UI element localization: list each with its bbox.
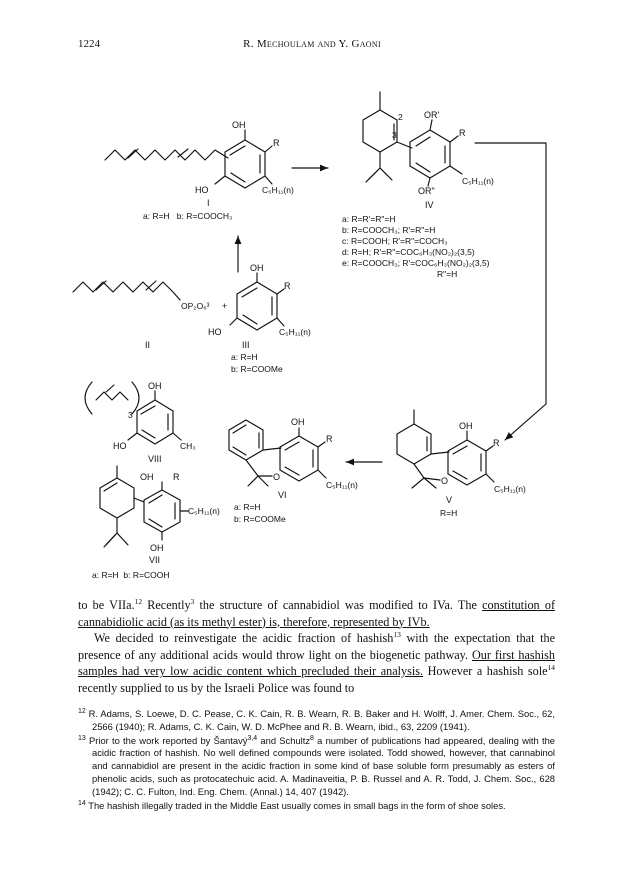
c4-variant-d: d: R=H; R'=R"=COC₆H₃(NO₂)₂(3,5): [342, 247, 475, 257]
c4-variant-c: c: R=COOH; R'=R"=COCH₃: [342, 236, 448, 246]
c4-pos3: 3: [392, 130, 397, 140]
c5-oh: OH: [459, 421, 473, 431]
c7-numeral: VII: [149, 555, 161, 565]
c4-variant-b: b: R=COOCH₃; R'=R"=H: [342, 225, 436, 235]
compound-v: [397, 410, 526, 518]
c4-pentyl: C₅H₁₁(n): [462, 176, 494, 186]
compound-vi: [229, 417, 358, 524]
c3-oh: OH: [250, 263, 264, 273]
c2-opp: OP₂O₆³: [181, 301, 210, 311]
c3-pentyl: C₅H₁₁(n): [279, 327, 311, 337]
footnote-14: [78, 800, 555, 813]
c5-variant: R=H: [440, 508, 458, 518]
c6-pentyl: C₅H₁₁(n): [326, 480, 358, 490]
c1-oh: OH: [232, 120, 246, 130]
c4-r: R: [459, 128, 466, 138]
c4-variant-e: e: R=COOCH₃; R'=COC₆H₃(NO₂)₂(3,5): [342, 258, 490, 268]
c6-numeral: VI: [278, 490, 287, 500]
c2-numeral: II: [145, 340, 151, 350]
c5-numeral: V: [446, 495, 453, 505]
footnotes: [78, 708, 555, 813]
p1-text-b: Recently: [142, 598, 191, 612]
p2-text-b: with the expectation: [400, 631, 511, 646]
c3-ho: HO: [208, 327, 222, 337]
c7-oh1: OH: [140, 472, 154, 482]
c4-or1: OR': [424, 110, 440, 120]
p1-ref-12: 12: [134, 596, 143, 606]
c4-pos2: 2: [398, 112, 403, 122]
p2-ref-14: 14: [547, 663, 556, 673]
p1-underlined: constitution of cannabidiolic acid (as its methyl ester) is, therefore, represented by IVb.: [78, 598, 556, 629]
c8-ho: HO: [113, 441, 127, 451]
paragraph-1: [78, 597, 555, 630]
c8-ch3: CH₃: [180, 441, 196, 451]
c6-variant-a: a: R=H: [234, 502, 261, 512]
c5-o: O: [441, 476, 449, 486]
compound-iv: [342, 92, 494, 279]
p2-text-a: We decided to reinvestigate the acidic fraction of hashish: [94, 631, 394, 646]
p2-underlined: Our first hashish samples had very low acidic content which precluded their analysis.: [78, 647, 555, 679]
p2-text-line2: that the presence of any additional acids would throw light on the biogenetic pathway.: [78, 631, 555, 662]
c1-r: R: [273, 138, 280, 148]
c1-ho: HO: [195, 185, 209, 195]
footnote-13-text-a: Prior to the work reported by Šantavý: [89, 734, 248, 746]
p2-text-c: However a hashish sole: [427, 664, 548, 679]
footnote-12-number: 12: [78, 707, 86, 715]
p2-text-d: recently supplied to us by the Israeli Police was found to: [78, 680, 355, 695]
footnote-13-text-c: a number of publications had appeared, dealing with the acidic fraction of hashish. No well defined compounds were isolated. Todd showed, however, that cannabinol and cannabidiol are present in the acidic fraction in some kind of base soluble form presumably as esters of phenolic acids, such as protocatechuic acid. A. Madinaveitia, P. B. Russel and A. R. Todd, J. Chem. Soc., 628 (1942); C. C. Fulton, Ind. Eng. Chem. (Annal.) 14, 407 (1942).: [92, 734, 555, 797]
c4-variant-a: a: R=R'=R"=H: [342, 214, 396, 224]
footnote-13-ref-b: 8: [310, 734, 314, 742]
c3-variant-b: b: R=COOMe: [231, 364, 283, 374]
c2-plus: +: [222, 301, 228, 311]
footnote-13-text-b: and Schultz: [257, 734, 311, 746]
running-title: R. Mechoulam and Y. Gaoni: [243, 38, 381, 50]
p1-ref-3: 3: [190, 596, 195, 606]
p2-ref-13: 13: [393, 630, 401, 640]
page-number: 1224: [78, 38, 100, 50]
c7-r: R: [173, 472, 180, 482]
footnote-13-ref-a: 3,4: [247, 734, 258, 742]
footnote-13: [78, 735, 555, 799]
c7-variants: a: R=H b: R=COOH: [92, 570, 170, 580]
c6-oh: OH: [291, 417, 305, 427]
footnote-14-number: 14: [78, 799, 86, 807]
p1-text-c: the structure of cannabidiol was modified to IVa. The: [194, 598, 477, 612]
c1-pentyl: C₅H₁₁(n): [262, 185, 294, 195]
c8-pos3: 3: [128, 410, 133, 420]
c5-pentyl: C₅H₁₁(n): [494, 484, 526, 494]
c6-o: O: [273, 472, 281, 482]
c4-variant-e2: R"=H: [437, 269, 458, 279]
footnote-12-text: R. Adams, S. Loewe, D. C. Pease, C. K. Cain, R. B. Wearn, R. B. Baker and H. Wolff, J. Amer. Chem. Soc., 62, 2566 (1940); R. Adams, C. K. Cain, W. D. McPhee and R. B. Wearn, ibid., 63, 2209 (1941).: [88, 708, 555, 732]
compound-vii: [92, 466, 220, 580]
c7-pentyl: C₅H₁₁(n): [188, 506, 220, 516]
c3-r: R: [284, 281, 291, 291]
paragraph-2: [78, 630, 555, 696]
c3-numeral: III: [242, 340, 250, 350]
footnote-12: [78, 708, 555, 734]
compound-viii: [85, 381, 196, 464]
compound-i: [105, 120, 294, 221]
c1-numeral: I: [207, 198, 210, 208]
footnote-13-number: 13: [78, 734, 86, 742]
compound-ii: [73, 281, 227, 350]
c3-variant-a: a: R=H: [231, 352, 258, 362]
c8-numeral: VIII: [148, 454, 162, 464]
c4-numeral: IV: [425, 200, 434, 210]
p1-text-a: to be VIIa.: [78, 598, 135, 612]
footnote-14-text: The hashish illegally traded in the Middle East usually comes in small bags in the form of shoe soles.: [88, 799, 506, 811]
c5-r: R: [493, 438, 500, 448]
c1-variants: a: R=H b: R=COOCH₃: [143, 211, 233, 221]
c7-oh2: OH: [150, 543, 164, 553]
c8-oh: OH: [148, 381, 162, 391]
c4-or2: OR": [418, 186, 435, 196]
body-text: [78, 597, 555, 697]
c6-variant-b: b: R=COOMe: [234, 514, 286, 524]
arrow-iv-to-v: [475, 143, 546, 440]
compound-iii: [208, 263, 311, 374]
c6-r: R: [326, 434, 333, 444]
